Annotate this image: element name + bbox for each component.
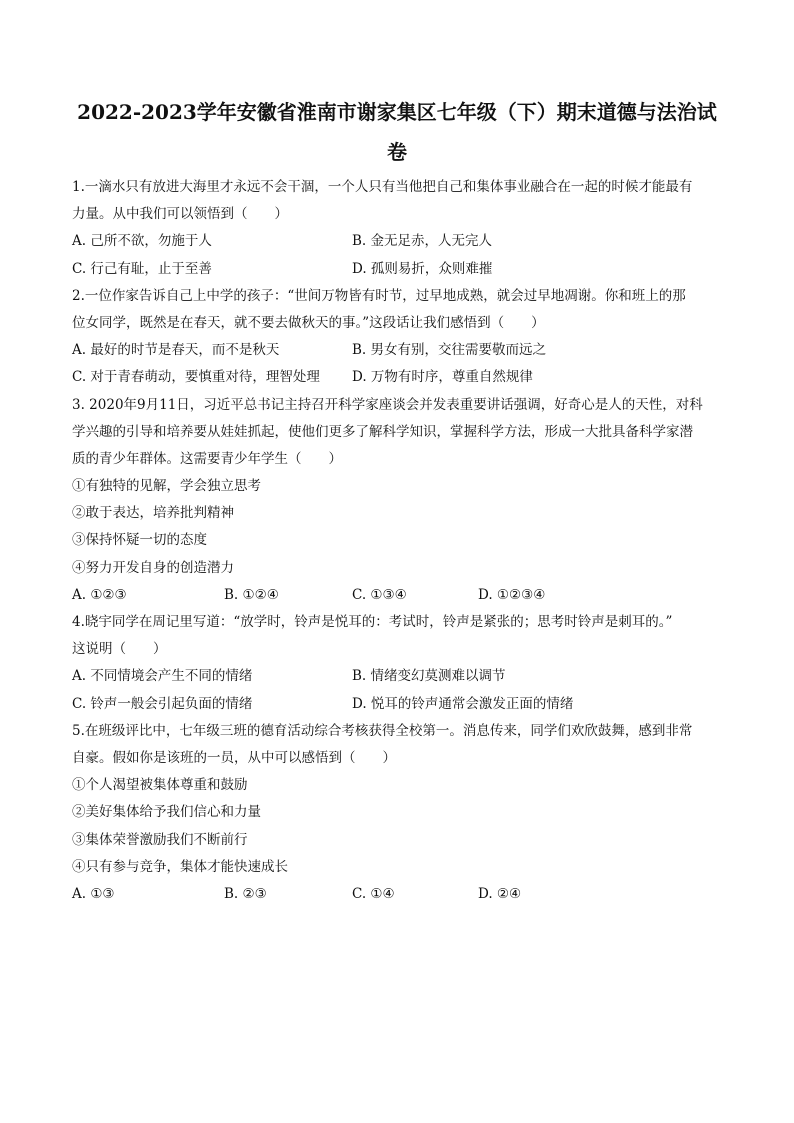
- question-3: [72, 392, 732, 610]
- option-b: B. 金无足赤，人无完人: [352, 233, 493, 250]
- option-d: D. 孤则易折，众则难摧: [352, 260, 493, 277]
- question-1: [72, 174, 732, 283]
- option-row: [72, 663, 732, 690]
- option-a: A. 己所不欲，勿施于人: [72, 233, 212, 250]
- option-b: B. ②③: [224, 885, 267, 902]
- statement-item: ①有独特的见解，学会独立思考: [72, 478, 261, 495]
- question-stem-line: 1.一滴水只有放进大海里才永远不会干涸，一个人只有当他把自己和集体事业融合在一起的时候才能最有: [72, 179, 693, 195]
- option-a: A. 不同情境会产生不同的情绪: [72, 668, 253, 685]
- option-row: [72, 228, 732, 255]
- question-stem-line: 位女同学，既然是在春天，就不要去做秋天的事。”这段话让我们感悟到（ ）: [72, 314, 545, 331]
- option-row: [72, 582, 732, 609]
- option-row: [72, 881, 732, 908]
- exam-title-line-2: 卷: [387, 140, 407, 164]
- question-stem-line: 3. 2020年9月11日，习近平总书记主持召开科学家座谈会并发表重要讲话强调，好奇心是人的天性，对科: [72, 396, 703, 413]
- statement-item: ②敢于表达，培养批判精神: [72, 505, 234, 522]
- question-2: [72, 283, 732, 392]
- option-c: C. 行己有耻，止于至善: [72, 260, 212, 277]
- statement-item: ①个人渴望被集体尊重和鼓励: [72, 777, 248, 794]
- option-c: C. 对于青春萌动，要慎重对待，理智处理: [72, 369, 320, 386]
- option-d: D. 万物有时序，尊重自然规律: [352, 369, 533, 386]
- question-stem-line: 学兴趣的引导和培养要从娃娃抓起，使他们更多了解科学知识，掌握科学方法，形成一大批具备科学家潜: [72, 423, 693, 440]
- option-row: [72, 256, 732, 283]
- option-b: B. 男女有别，交往需要敬而远之: [352, 342, 547, 359]
- statement-item: ③保持怀疑一切的态度: [72, 532, 207, 549]
- option-a: A. ①②③: [72, 586, 127, 603]
- option-d: D. ②④: [478, 885, 522, 902]
- option-a: A. ①③: [72, 885, 115, 902]
- option-c: C. ①④: [352, 885, 395, 902]
- option-row: [72, 337, 732, 364]
- option-row: [72, 691, 732, 718]
- statement-item: ④只有参与竞争，集体才能快速成长: [72, 858, 288, 875]
- exam-title-line-1: 2022-2023学年安徽省淮南市谢家集区七年级（下）期末道德与法治试: [77, 100, 717, 124]
- question-4: [72, 609, 732, 718]
- question-stem-line: 自豪。假如你是该班的一员，从中可以感悟到（ ）: [72, 749, 396, 766]
- question-stem-line: 5.在班级评比中，七年级三班的德育活动综合考核获得全校第一。消息传来，同学们欢欣鼓舞，感到非常: [72, 722, 693, 739]
- option-c: C. 铃声一般会引起负面的情绪: [72, 695, 253, 712]
- question-list: [72, 174, 732, 908]
- question-stem-line: 2.一位作家告诉自己上中学的孩子：“世间万物皆有时节，过早地成熟，就会过早地凋谢。你和班上的那: [72, 287, 686, 304]
- option-d: D. 悦耳的铃声通常会激发正面的情绪: [352, 695, 574, 712]
- question-stem-line: 力量。从中我们可以领悟到（ ）: [72, 206, 288, 223]
- question-stem-line: 质的青少年群体。这需要青少年学生（ ）: [72, 450, 342, 467]
- question-stem-line: 这说明（ ）: [72, 641, 167, 658]
- statement-item: ④努力开发自身的创造潜力: [72, 559, 234, 576]
- statement-item: ②美好集体给予我们信心和力量: [72, 804, 261, 821]
- option-c: C. ①③④: [352, 586, 407, 603]
- option-row: [72, 364, 732, 391]
- question-5: [72, 718, 732, 908]
- statement-item: ③集体荣誉激励我们不断前行: [72, 831, 248, 848]
- option-a: A. 最好的时节是春天，而不是秋天: [72, 342, 280, 359]
- option-b: B. 情绪变幻莫测难以调节: [352, 668, 506, 685]
- question-stem-line: 4.晓宇同学在周记里写道：“放学时，铃声是悦耳的：考试时，铃声是紧张的；思考时铃声是刺耳的。”: [72, 614, 673, 630]
- option-d: D. ①②③④: [478, 586, 546, 603]
- option-b: B. ①②④: [224, 586, 279, 603]
